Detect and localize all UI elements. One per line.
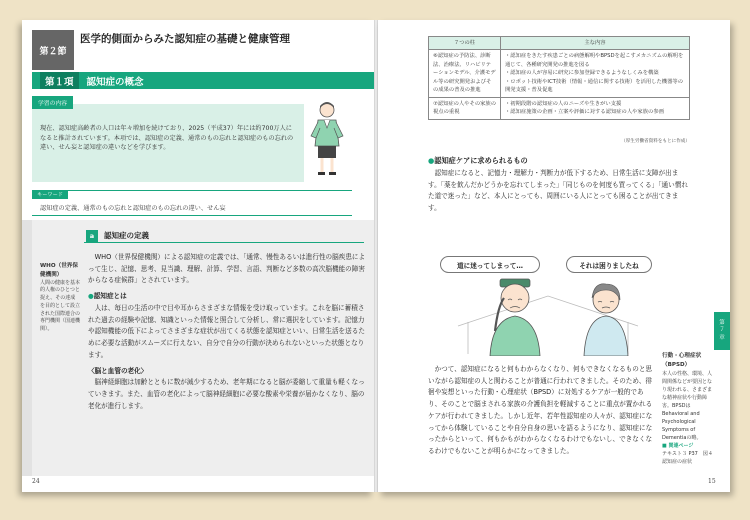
- right-body-text-2: [428, 364, 654, 458]
- related-page-text: テキスト３ P37 図４ 認知症の症状: [662, 450, 713, 465]
- keyword-box: [32, 190, 352, 216]
- left-body-text: [88, 252, 368, 413]
- book-spread: [22, 20, 730, 492]
- table-cell-content: ・認知症をきたす疾患ごとの病態解明やBPSDを起こすメカニズムの解明を通じて、各種研究開発の推進を図る ・認知症の人が容易に研究に参加登録できるようなしくみを構築 ・ロボット技術やICT技術（情報・通信に関する技術）を活用した機器等の開発支援・普及促進: [501, 50, 690, 97]
- heading-dementia-care: ●認知症ケアに求められるもの: [428, 156, 528, 165]
- subsection-letter: a: [86, 230, 98, 242]
- learning-box: [32, 101, 304, 182]
- subsection-title: 認知症の定義: [104, 231, 149, 240]
- right-page: [378, 20, 730, 492]
- margin-note-who: [40, 262, 80, 334]
- margin-note-title: 行動・心理症状（BPSD）: [662, 353, 702, 368]
- paragraph-what-is-dementia: 人は、毎日の生活の中で目や耳からさまざまな情報を受け取っています。これを脳に蓄積された過去の経験や記憶、知識といった情報と照合して分析し、常に選択をしています。記憶力や認知機能の低下によってさまざまな症状が出てくる状態を認知症といい、日常生活を送るために必要な活動がスムーズに行えない、自分で自分の行動が決められないといった状態となります。: [88, 303, 365, 359]
- chapter-tab-char: ７: [719, 327, 725, 334]
- table-row: [429, 50, 690, 97]
- table-row: [429, 97, 690, 119]
- chapter-tab: [714, 312, 730, 350]
- item-title-bar: [32, 72, 374, 89]
- keyword-label: キーワード: [32, 190, 68, 199]
- table-cell-pillar: ⑦認知症の人やその家族の視点の重視: [429, 97, 501, 119]
- learning-label: 学習の内容: [32, 96, 73, 109]
- subsection-header: [84, 230, 364, 243]
- content-panel: [32, 220, 374, 476]
- pillars-table: [428, 36, 690, 120]
- item-tag: 第１項: [40, 72, 79, 89]
- margin-note-title: WHO（世界保健機関）: [40, 263, 78, 278]
- chapter-tab-char: 第: [719, 320, 725, 327]
- margin-note-bpsd: [662, 352, 714, 466]
- heading-what-is-dementia: ●認知症とは: [88, 292, 127, 301]
- left-page: [22, 20, 374, 492]
- paragraph-brain-aging: 脳神経細胞は加齢とともに数が減少するため、老年期になると脳が委縮して重量も軽くなっていきます。また、血管の老化によって脳神経細胞に必要な酸素や栄養が届かなくなり、脳の老化が進行します。: [88, 378, 365, 410]
- paragraph-definition: WHO（世界保健機関）による認知症の定義では、「通常、慢性あるいは進行性の脳疾患によって生じ、記憶、思考、見当識、理解、計算、学習、言語、判断など多数の高次脳機能の障害からなる症候群」とされています。: [88, 253, 366, 285]
- speech-bubble-elder: 道に迷ってしまって…: [440, 256, 540, 273]
- margin-column-bg: [22, 220, 32, 476]
- page-number-left: 24: [32, 478, 40, 485]
- table-header-cell: 主な内容: [501, 37, 690, 50]
- paragraph-care-needs: 認知症になると、記憶力・理解力・判断力が低下するため、日常生活に支障が出ます。「薬を飲んだかどうかを忘れてしまった」「同じものを何度も買ってくる」「通い慣れた道で迷った」など、本人にとっても、周囲にいる人にとっても困ることが出てきます。: [428, 169, 688, 213]
- keyword-text: 認知症の定義、通常のもの忘れと認知症のもの忘れの違い、せん妄: [40, 205, 226, 212]
- table-source: （厚生労働省資料をもとに作成）: [621, 139, 690, 144]
- item-title: 認知症の概念: [86, 76, 144, 88]
- margin-note-text: 本人の性格、環境、人間関係などが要因となり現われる、さまざまな精神症状や行動障害。BPSDはBehavioral and Psychological Symptoms of Dementiaの略。: [662, 370, 713, 441]
- elder-and-caregiver-figures: [438, 276, 658, 356]
- related-page-label: ■ 関連ページ: [662, 442, 694, 449]
- table-cell-content: ・初期段階の認知症の人のニーズや生きがい支援 ・認知症施策の企画・立案や評価に対する認知症の人や家族の参画: [501, 97, 690, 119]
- chapter-tab-char: 章: [719, 334, 725, 341]
- right-body-text-1: [428, 168, 688, 215]
- learning-text: 現在、認知症高齢者の人口は年々増加を続けており、2025（平成37）年には約700万人になると推計されています。本項では、認知症の定義、通常のもの忘れと認知症のもの忘れの違い、せん妄と認知症の違いなどを学びます。: [40, 125, 294, 152]
- instructor-figure: [307, 100, 347, 178]
- paragraph-care-history: かつて、認知症になると何もわからなくなり、何もできなくなるものと思いながら認知症の人と関わることが普通に行われてきました。そのため、徘徊や妄想といった行動・心理症状（BPSD）に対処するケアが一般的であり、そのことで脳まされる家族の介護負担を軽減することに重点が置かれるケアが行われてきました。しかし近年、若年性認知症の人々が、認知症になってから体験していることや自分自身の思いを語るようになり、認知症になったからといって、何もかもがわからなくなるわけでもないし、できなくなるわけでもないことが明らかになってきました。: [428, 365, 653, 456]
- margin-note-text: 人間の健康を基本的人権のひとつと捉え、その達成を目的として設立された国際連合の専門機関（国連機関）。: [40, 279, 81, 332]
- section-title: 医学的側面からみた認知症の基礎と健康管理: [80, 33, 290, 45]
- heading-brain-aging: 〈脳と血管の老化〉: [88, 366, 148, 375]
- speech-bubble-caregiver: それは困りましたね: [566, 256, 652, 273]
- section-header: [22, 30, 374, 70]
- table-header-cell: ７つの柱: [429, 37, 501, 50]
- conversation-illustration: [438, 256, 658, 356]
- table-cell-pillar: ⑥認知症の予防法、診断法、治療法、リハビリテーションモデル、介護モデル等の研究開発およびその成果の普及の推進: [429, 50, 501, 97]
- table-header-row: [429, 37, 690, 50]
- page-number-right: 15: [708, 478, 716, 485]
- section-tag: 第２節: [32, 30, 74, 70]
